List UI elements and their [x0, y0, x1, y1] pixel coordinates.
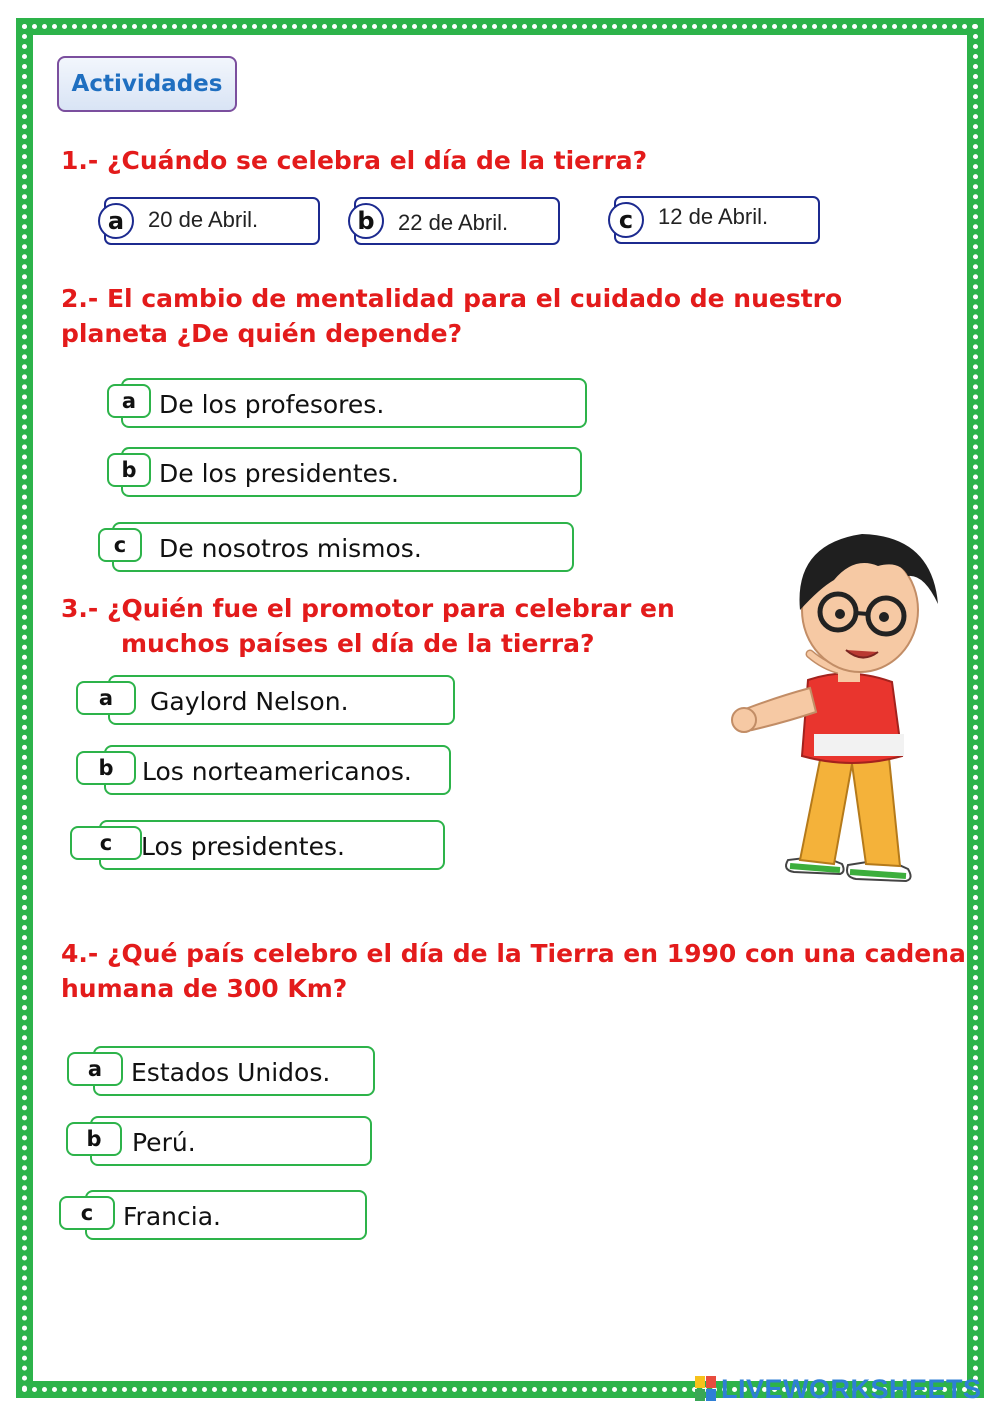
q2-option-b[interactable]: [121, 447, 582, 497]
q1-option-b-letter: b: [348, 203, 384, 239]
question-2-line-2: planeta ¿De quién depende?: [61, 319, 463, 348]
q3-option-c[interactable]: [99, 820, 445, 870]
q4-option-c[interactable]: [80, 1190, 367, 1240]
q1-option-a-text: 20 de Abril.: [148, 207, 259, 232]
question-1-text: 1.- ¿Cuándo se celebra el día de la tierra?: [61, 146, 648, 175]
q2-option-a-text: De los profesores.: [159, 390, 385, 419]
liveworksheets-watermark: [695, 1374, 982, 1404]
boy-illustration: [730, 520, 970, 900]
q1-option-c-letter: c: [608, 202, 644, 238]
question-3-line-1: 3.- ¿Quién fue el promotor para celebrar en: [61, 594, 675, 623]
question-1: [61, 143, 647, 178]
activities-heading: [57, 56, 237, 112]
q2-option-a-letter: a: [107, 384, 151, 418]
q2-option-b-letter: b: [107, 453, 151, 487]
question-3-line-2: muchos países el día de la tierra?: [121, 629, 595, 658]
q3-option-b-letter: b: [76, 751, 136, 785]
q4-option-a[interactable]: [87, 1046, 375, 1096]
q4-option-b[interactable]: [86, 1116, 372, 1166]
activities-heading-label: Actividades: [71, 71, 223, 97]
q2-option-a[interactable]: [121, 378, 587, 428]
q2-option-c[interactable]: [112, 522, 574, 572]
question-4-line-1: 4.- ¿Qué país celebro el día de la Tierra en 1990 con una cadena: [61, 939, 966, 968]
q1-option-c-text: 12 de Abril.: [658, 204, 769, 229]
liveworksheets-logo-icon: [695, 1376, 717, 1402]
question-2-line-1: 2.- El cambio de mentalidad para el cuidado de nuestro: [61, 284, 843, 313]
question-2: [61, 281, 842, 351]
q1-option-b-text: 22 de Abril.: [398, 210, 509, 235]
q4-option-c-letter: c: [59, 1196, 115, 1230]
question-4: [61, 936, 966, 1006]
q1-option-a[interactable]: [104, 197, 320, 245]
q3-option-b[interactable]: [98, 745, 451, 795]
q3-option-a-letter: a: [76, 681, 136, 715]
q4-option-a-letter: a: [67, 1052, 123, 1086]
q3-option-c-letter: c: [70, 826, 142, 860]
q1-option-a-letter: a: [98, 203, 134, 239]
q2-option-c-letter: c: [98, 528, 142, 562]
q4-option-c-text: Francia.: [123, 1202, 221, 1231]
q2-option-c-text: De nosotros mismos.: [159, 534, 422, 563]
q4-option-b-text: Perú.: [132, 1128, 196, 1157]
watermark-text: LIVEWORKSHEETS: [721, 1373, 982, 1404]
q2-option-b-text: De los presidentes.: [159, 459, 399, 488]
q3-option-a-text: Gaylord Nelson.: [150, 687, 349, 716]
q1-option-c[interactable]: [614, 196, 820, 244]
question-3: [61, 591, 675, 661]
q3-option-c-text: Los presidentes.: [141, 832, 345, 861]
q4-option-a-text: Estados Unidos.: [131, 1058, 331, 1087]
q3-option-a[interactable]: [98, 675, 455, 725]
question-4-line-2: humana de 300 Km?: [61, 974, 348, 1003]
q1-option-b[interactable]: [354, 197, 560, 245]
q3-option-b-text: Los norteamericanos.: [142, 757, 412, 786]
q4-option-b-letter: b: [66, 1122, 122, 1156]
